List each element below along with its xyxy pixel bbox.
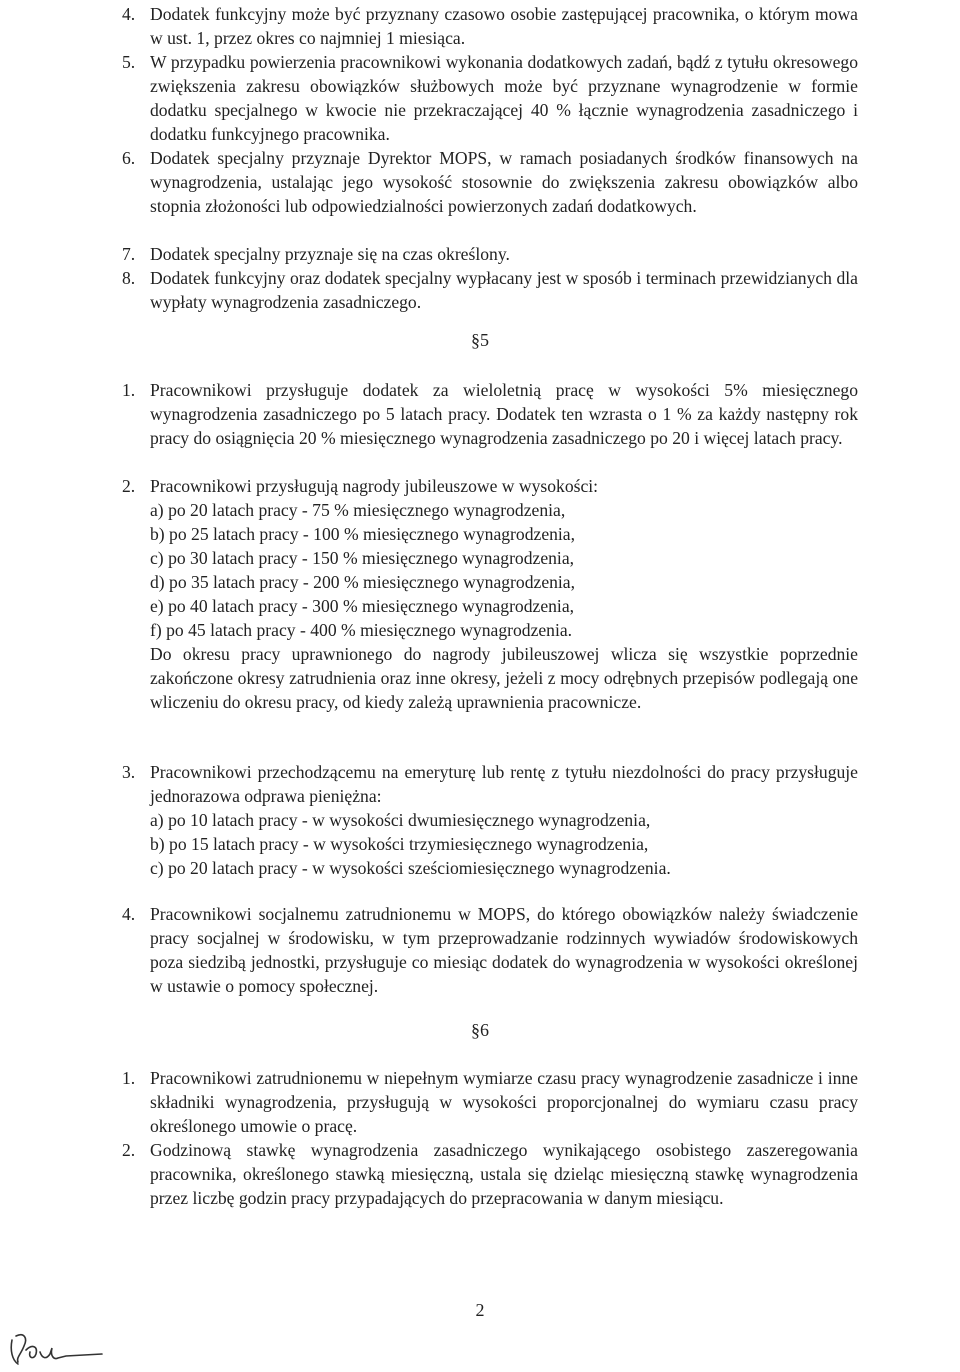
section5-paragraph-3-intro: Pracownikowi przechodzącemu na emeryturę lub rentę z tytułu niezdolności do pracy przysługuje jednorazowa odprawa pieniężna: — [150, 762, 858, 806]
list-item: c) po 20 latach pracy - w wysokości sześciomiesięcznego wynagrodzenia. — [150, 858, 671, 878]
list-item: b) po 15 latach pracy - w wysokości trzymiesięcznego wynagrodzenia, — [150, 834, 649, 854]
handwritten-signature — [6, 1328, 116, 1368]
paragraph-4: Dodatek funkcyjny może być przyznany czasowo osobie zastępującej pracownika, o którym mowa w ust. 1, przez okres co najmniej 1 miesiąca. — [150, 4, 858, 48]
list-item: d) po 35 latach pracy - 200 % miesięcznego wynagrodzenia, — [150, 572, 576, 592]
item-number: 6. — [122, 148, 136, 168]
list-item: c) po 30 latach pracy - 150 % miesięcznego wynagrodzenia, — [150, 548, 575, 568]
list-item: a) po 20 latach pracy - 75 % miesięcznego wynagrodzenia, — [150, 500, 566, 520]
list-item: f) po 45 latach pracy - 400 % miesięcznego wynagrodzenia. — [150, 620, 573, 640]
list-item: b) po 25 latach pracy - 100 % miesięcznego wynagrodzenia, — [150, 524, 576, 544]
section5-paragraph-1: Pracownikowi przysługuje dodatek za wieloletnią pracę w wysokości 5% miesięcznego wynagrodzenia zasadniczego po 5 latach pracy. Dodatek ten wzrasta o 1 % za każdy następny rok pracy do osiągnięcia 20 % miesięcznego wynagrodzenia zasadniczego po 20 i więcej latach pracy. — [150, 380, 858, 448]
section6-paragraph-2: Godzinową stawkę wynagrodzenia zasadniczego wynikającego osobistego zaszeregowania pracownika, określonego stawką miesięczną, ustala się dzieląc miesięczną stawkę wynagrodzenia przez liczbę godzin pracy przypadających do przepracowania w danym miesiącu. — [150, 1140, 858, 1208]
section5-paragraph-2-intro: Pracownikowi przysługują nagrody jubileuszowe w wysokości: — [150, 476, 599, 496]
paragraph-7: Dodatek specjalny przyznaje się na czas określony. — [150, 244, 510, 264]
item-number: 7. — [122, 244, 136, 264]
item-number: 3. — [122, 762, 136, 782]
item-number: 1. — [122, 1068, 136, 1088]
paragraph-8: Dodatek funkcyjny oraz dodatek specjalny wypłacany jest w sposób i terminach przewidzianych dla wypłaty wynagrodzenia zasadniczego. — [150, 268, 858, 312]
item-number: 2. — [122, 476, 136, 496]
item-number: 2. — [122, 1140, 136, 1160]
section-heading-6: §6 — [471, 1020, 489, 1040]
item-number: 1. — [122, 380, 136, 400]
section6-paragraph-1: Pracownikowi zatrudnionemu w niepełnym wymiarze czasu pracy wynagrodzenie zasadnicze i inne składniki wynagrodzenia, przysługują w wysokości proporcjonalnej do wymiaru czasu pracy określonego umowie o pracę. — [150, 1068, 858, 1136]
page-number: 2 — [475, 1300, 485, 1320]
item-number: 4. — [122, 4, 136, 24]
section-heading-5: §5 — [471, 330, 489, 350]
item-number: 8. — [122, 268, 136, 288]
item-number: 4. — [122, 904, 136, 924]
item-number: 5. — [122, 52, 136, 72]
list-item: a) po 10 latach pracy - w wysokości dwumiesięcznego wynagrodzenia, — [150, 810, 651, 830]
list-item: e) po 40 latach pracy - 300 % miesięcznego wynagrodzenia, — [150, 596, 575, 616]
section5-paragraph-4: Pracownikowi socjalnemu zatrudnionemu w MOPS, do którego obowiązków należy świadczenie pracy socjalnej w środowisku, w tym przeprowadzanie rodzinnych wywiadów środowiskowych poza siedzibą jednostki, przysługuje co miesiąc dodatek do wynagrodzenia w wysokości określonej w ustawie o pomocy społecznej. — [150, 904, 858, 996]
paragraph-6: Dodatek specjalny przyznaje Dyrektor MOPS, w ramach posiadanych środków finansowych na wynagrodzenia, ustalając jego wysokość stosownie do zwiększenia zakresu obowiązków albo stopnia złożoności lub odpowiedzialności powierzonych zadań dodatkowych. — [150, 148, 858, 216]
section5-paragraph-2-closing: Do okresu pracy uprawnionego do nagrody jubileuszowej wlicza się wszystkie poprzednie zakończone okresy zatrudnienia oraz inne okresy, jeżeli z mocy odrębnych przepisów podlegają one wliczeniu do okresu pracy, od kiedy zależą uprawnienia pracownicze. — [150, 644, 858, 712]
paragraph-5: W przypadku powierzenia pracownikowi wykonania dodatkowych zadań, bądź z tytułu okresowego zwiększenia zakresu obowiązków służbowych może być przyznane wynagrodzenie w formie dodatku specjalnego w kwocie nie przekraczającej 40 % łącznie wynagrodzenia zasadniczego i dodatku funkcyjnego pracownika. — [150, 52, 858, 144]
